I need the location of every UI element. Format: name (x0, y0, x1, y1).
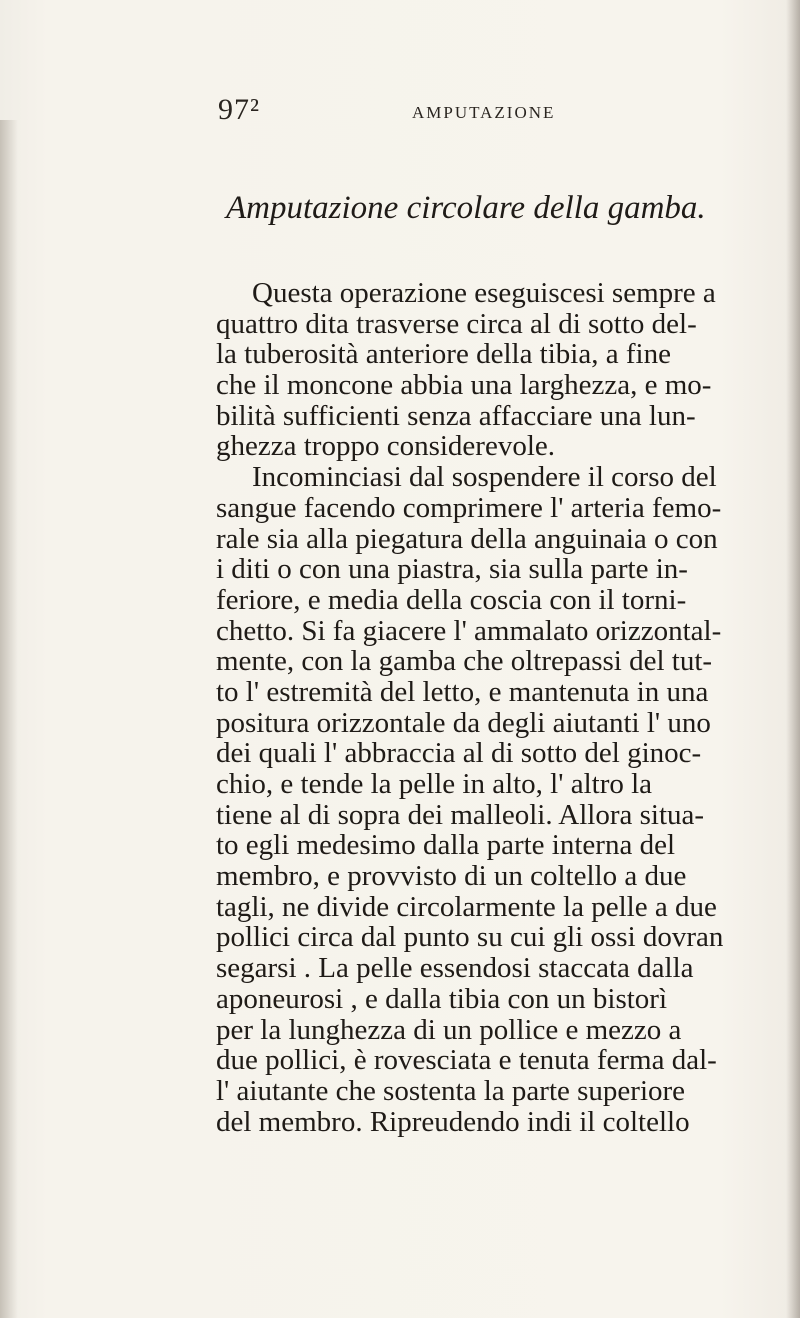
text-line: positura orizzontale da degli aiutanti l' uno (216, 707, 711, 739)
text-line: Questa operazione eseguiscesi sempre a (252, 278, 716, 309)
text-line: to egli medesimo dalla parte interna del (216, 830, 676, 862)
page-number: 97² (218, 93, 260, 126)
body-text (216, 278, 776, 1137)
text-line: mente, con la gamba che oltrepassi del tut- (216, 646, 713, 677)
page-edge-shadow (786, 0, 800, 1318)
text-line: la tuberosità anteriore della tibia, a fine (216, 339, 671, 371)
text-line: rale sia alla piegatura della anguinaia o con (216, 523, 718, 555)
text-line: aponeurosi , e dalla tibia con un bistorì (216, 983, 668, 1015)
text-line: chetto. Si fa giacere l' ammalato orizzontal- (216, 615, 722, 647)
text-line: dei quali l' abbraccia al di sotto del ginoc- (216, 738, 702, 769)
text-line: tagli, ne divide circolarmente la pelle a due (216, 891, 717, 923)
text-line: quattro dita trasverse circa al di sotto del- (216, 308, 697, 340)
text-line: segarsi . La pelle essendosi staccata dalla (216, 953, 694, 984)
section-title: Amputazione circolare della gamba. (226, 190, 706, 226)
text-line: tiene al di sopra dei malleoli. Allora situa- (216, 799, 705, 831)
text-line: sangue facendo comprimere l' arteria femo- (216, 492, 722, 524)
text-line: per la lunghezza di un pollice e mezzo a (216, 1014, 682, 1046)
text-line: i diti o con una piastra, sia sulla parte in- (216, 554, 688, 585)
text-line: bilità sufficienti senza affacciare una lun- (216, 400, 696, 432)
text-line: membro, e provvisto di un coltello a due (216, 861, 687, 892)
running-head: AMPUTAZIONE (412, 103, 556, 122)
text-line: pollici circa dal punto su cui gli ossi dovran (216, 922, 724, 954)
text-line: to l' estremità del letto, e mantenuta in una (216, 676, 709, 708)
text-line: che il moncone abbia una larghezza, e mo- (216, 370, 712, 401)
text-line: ghezza troppo considerevole. (216, 431, 555, 463)
page-header (0, 93, 800, 133)
text-line: feriore, e media della coscia con il torni- (216, 584, 687, 616)
text-line: Incominciasi dal sospendere il corso del (252, 462, 717, 493)
text-line: del membro. Ripreudendo indi il coltello (216, 1106, 690, 1138)
text-line: l' aiutante che sostenta la parte superiore (216, 1075, 686, 1107)
page-gutter-shadow (0, 120, 18, 1318)
text-line: chio, e tende la pelle in alto, l' altro la (216, 769, 653, 800)
text-line: due pollici, è rovesciata e tenuta ferma dal- (216, 1045, 717, 1076)
